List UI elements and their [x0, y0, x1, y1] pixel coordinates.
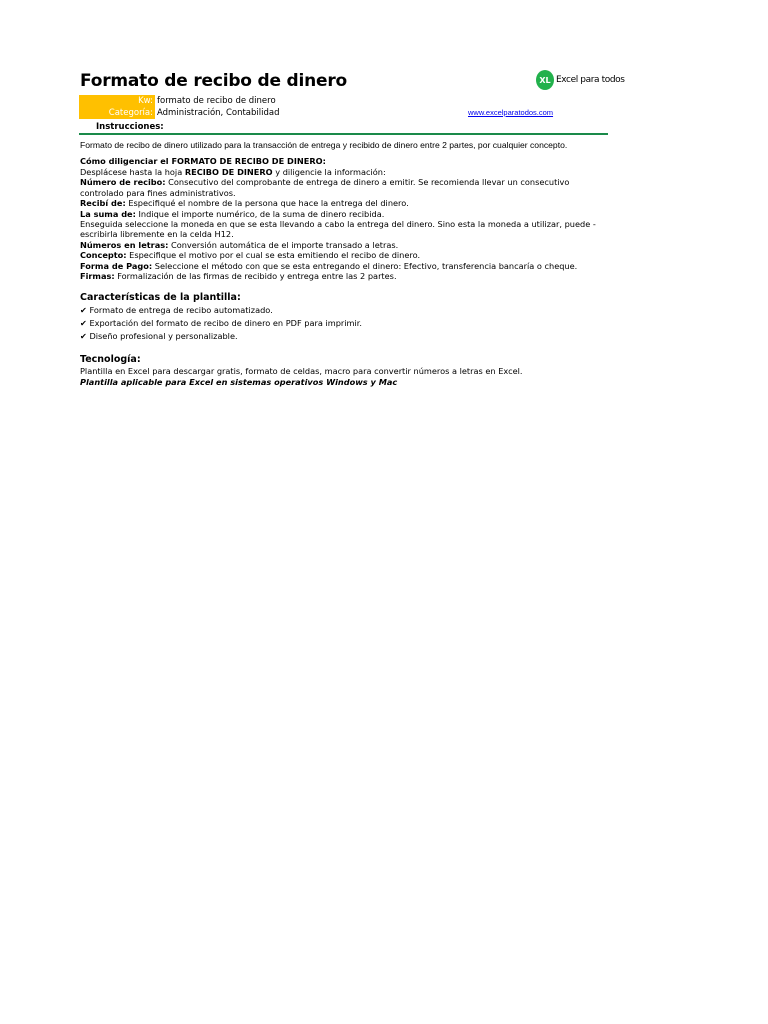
how-to-item: La suma de: Indique el importe numérico, de la suma de dinero recibida. — [80, 208, 385, 219]
features-list — [80, 304, 612, 343]
excel-logo-icon: XL — [536, 70, 554, 90]
how-to-item: Firmas: Formalización de las firmas de recibido y entrega entre las 2 partes. — [80, 271, 397, 282]
intro-text: Formato de recibo de dinero utilizado para la transacción de entrega y recibido de dinero entre 2 partes, por cualquier concepto. — [80, 140, 568, 150]
feature-item: ✔ Diseño profesional y personalizable. — [80, 331, 238, 342]
how-to-item: Recibí de: Especifiqué el nombre de la persona que hace la entrega del dinero. — [80, 198, 409, 209]
feature-item: ✔ Exportación del formato de recibo de dinero en PDF para imprimir. — [80, 318, 363, 329]
logo-text: Excel para todos — [556, 75, 625, 85]
category-value: Administración, Contabilidad — [157, 108, 280, 118]
features-heading: Características de la plantilla: — [80, 292, 241, 304]
kw-row — [79, 95, 276, 107]
platform-note: Plantilla aplicable para Excel en sistemas operativos Windows y Mac — [80, 376, 398, 387]
scroll-instruction: Desplácese hasta la hoja RECIBO DE DINERO y diligencie la información: — [80, 167, 386, 177]
kw-label: Kw: — [79, 95, 155, 107]
how-to-item: Números en letras: Conversión automática de el importe transado a letras. — [80, 239, 399, 250]
excel-para-todos-logo — [536, 70, 625, 90]
how-to-item: Concepto: Especifique el motivo por el cual se esta emitiendo el recibo de dinero. — [80, 250, 421, 261]
website-link[interactable]: www.excelparatodos.com — [468, 108, 554, 117]
how-to-item: Enseguida seleccione la moneda en que se esta llevando a cabo la entrega del dinero. Sino esta la moneda a utilizar, puede - escribirla libremente en la celda H12. — [80, 219, 596, 240]
page-title: Formato de recibo de dinero — [80, 71, 348, 91]
instructions-content — [80, 140, 612, 388]
how-to-item: Número de recibo: Consecutivo del comprobante de entrega de dinero a emitir. Se recomienda llevar un consecutivo controlado para fines administrativos. — [80, 177, 570, 198]
header-divider — [79, 133, 608, 135]
kw-value: formato de recibo de dinero — [157, 96, 276, 106]
how-to-list — [80, 177, 612, 281]
how-to-heading: Cómo diligenciar el FORMATO DE RECIBO DE DINERO: — [80, 156, 326, 166]
how-to-item: Forma de Pago: Seleccione el método con que se esta entregando el dinero: Efectivo, transferencia bancaría o cheque. — [80, 260, 578, 271]
feature-item: ✔ Formato de entrega de recibo automatizado. — [80, 305, 273, 316]
category-row — [79, 107, 280, 119]
tech-text: Plantilla en Excel para descargar gratis, formato de celdas, macro para convertir números a letras en Excel. — [80, 366, 523, 377]
tech-heading: Tecnología: — [80, 354, 141, 366]
category-label: Categoría: — [79, 107, 155, 119]
instructions-label: Instrucciones: — [96, 122, 164, 132]
